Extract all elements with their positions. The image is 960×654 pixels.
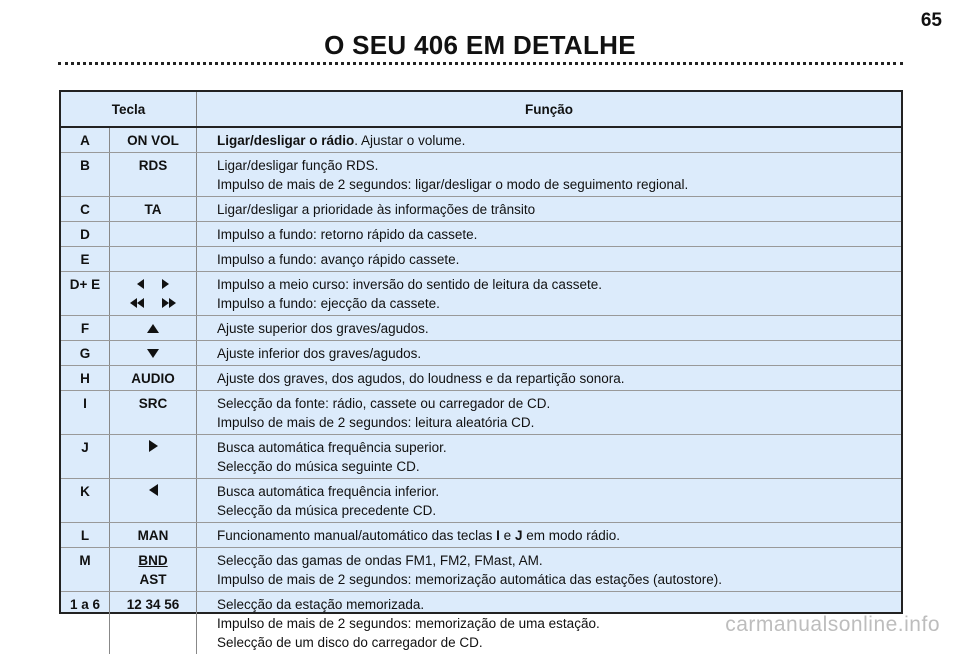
table-row [61,479,901,523]
right-arrow-icon [149,440,158,452]
function-line: Ligar/desligar a prioridade às informações de trânsito [217,200,895,219]
table-row [61,391,901,435]
row-key [110,479,197,523]
row-letter: C [61,197,110,222]
row-function [197,391,902,435]
row-function [197,197,902,222]
function-line: Impulso a fundo: ejecção da cassete. [217,294,895,313]
left-arrow-icon [137,279,144,289]
key-ref-i: I [496,528,500,543]
row-function [197,548,902,592]
row-function [197,479,902,523]
function-line: Ajuste dos graves, dos agudos, do loudness e da repartição sonora. [217,369,895,388]
row-key [110,222,197,247]
row-key: TA [110,197,197,222]
function-line: Impulso a fundo: avanço rápido cassete. [217,250,895,269]
function-line: Impulso de mais de 2 segundos: memorização de uma estação. [217,614,895,633]
function-line: Selecção das gamas de ondas FM1, FM2, FMast, AM. [217,551,895,570]
row-key: MAN [110,523,197,548]
function-line: Ajuste inferior dos graves/agudos. [217,344,895,363]
row-key: AUDIO [110,366,197,391]
function-line: Busca automática frequência inferior. [217,482,895,501]
table-row [61,366,901,391]
table-row [61,153,901,197]
up-arrow-icon [147,324,159,333]
table-row [61,548,901,592]
row-letter: H [61,366,110,391]
function-text: e [500,528,515,543]
table-row [61,247,901,272]
left-arrow-icon [149,484,158,496]
row-letter: L [61,523,110,548]
row-letter: J [61,435,110,479]
function-line: Impulso a fundo: retorno rápido da cassete. [217,225,895,244]
page-number: 65 [921,10,942,32]
key-ref-j: J [515,528,523,543]
function-text: Funcionamento manual/automático das teclas [217,528,496,543]
double-arrows-icon [112,294,194,313]
row-function [197,127,902,153]
row-letter: K [61,479,110,523]
row-function [197,341,902,366]
row-key: ON VOL [110,127,197,153]
table-row [61,523,901,548]
right-arrow-icon [162,279,169,289]
table-row [61,341,901,366]
row-key: SRC [110,391,197,435]
down-arrow-icon [147,349,159,358]
table-row [61,435,901,479]
row-letter: D [61,222,110,247]
row-letter: B [61,153,110,197]
row-letter: I [61,391,110,435]
function-line: Ligar/desligar função RDS. [217,156,895,175]
row-key [110,341,197,366]
row-key: 12 34 56 [110,592,197,654]
fast-forward-icon-b [169,298,176,308]
row-function [197,153,902,197]
fast-forward-icon-a [162,298,169,308]
function-text: . Ajustar o volume. [354,133,465,148]
controls-table [59,90,903,614]
row-function [197,435,902,479]
key-ast: AST [112,570,194,589]
row-key [110,272,197,316]
function-line: Impulso a meio curso: inversão do sentido de leitura da cassete. [217,275,895,294]
row-function [197,523,902,548]
function-text: em modo rádio. [522,528,620,543]
row-letter: A [61,127,110,153]
function-line: Selecção da fonte: rádio, cassete ou carregador de CD. [217,394,895,413]
row-letter: F [61,316,110,341]
function-bold: Ligar/desligar o rádio [217,133,354,148]
function-line: Selecção do música seguinte CD. [217,457,895,476]
function-line: Impulso de mais de 2 segundos: ligar/desligar o modo de seguimento regional. [217,175,895,194]
rewind-icon-b [137,298,144,308]
row-letter: 1 a 6 [61,592,110,654]
header-function: Função [197,92,902,127]
function-line: Impulso de mais de 2 segundos: leitura aleatória CD. [217,413,895,432]
table-row [61,222,901,247]
watermark: carmanualsonline.info [725,613,940,637]
table-row [61,316,901,341]
function-line: Busca automática frequência superior. [217,438,895,457]
function-line: Selecção da estação memorizada. [217,595,895,614]
row-key [110,548,197,592]
rewind-icon-a [130,298,137,308]
page-title: O SEU 406 EM DETALHE [0,30,960,61]
single-arrows-icon [112,275,194,294]
table-row [61,197,901,222]
row-key [110,247,197,272]
function-line: Ajuste superior dos graves/agudos. [217,319,895,338]
row-function [197,247,902,272]
row-letter: G [61,341,110,366]
function-line: Selecção de um disco do carregador de CD. [217,633,895,652]
row-letter: M [61,548,110,592]
row-letter: E [61,247,110,272]
row-function [197,316,902,341]
function-line: Selecção da música precedente CD. [217,501,895,520]
key-bnd: BND [112,551,194,570]
row-key [110,316,197,341]
row-function [197,366,902,391]
row-key: RDS [110,153,197,197]
table-row [61,127,901,153]
row-letter: D+ E [61,272,110,316]
row-function [197,272,902,316]
dotted-divider [58,62,903,65]
row-key [110,435,197,479]
function-line: Impulso de mais de 2 segundos: memorização automática das estações (autostore). [217,570,895,589]
table-row [61,272,901,316]
header-key: Tecla [61,92,197,127]
table-header-row [61,92,901,127]
row-function [197,222,902,247]
